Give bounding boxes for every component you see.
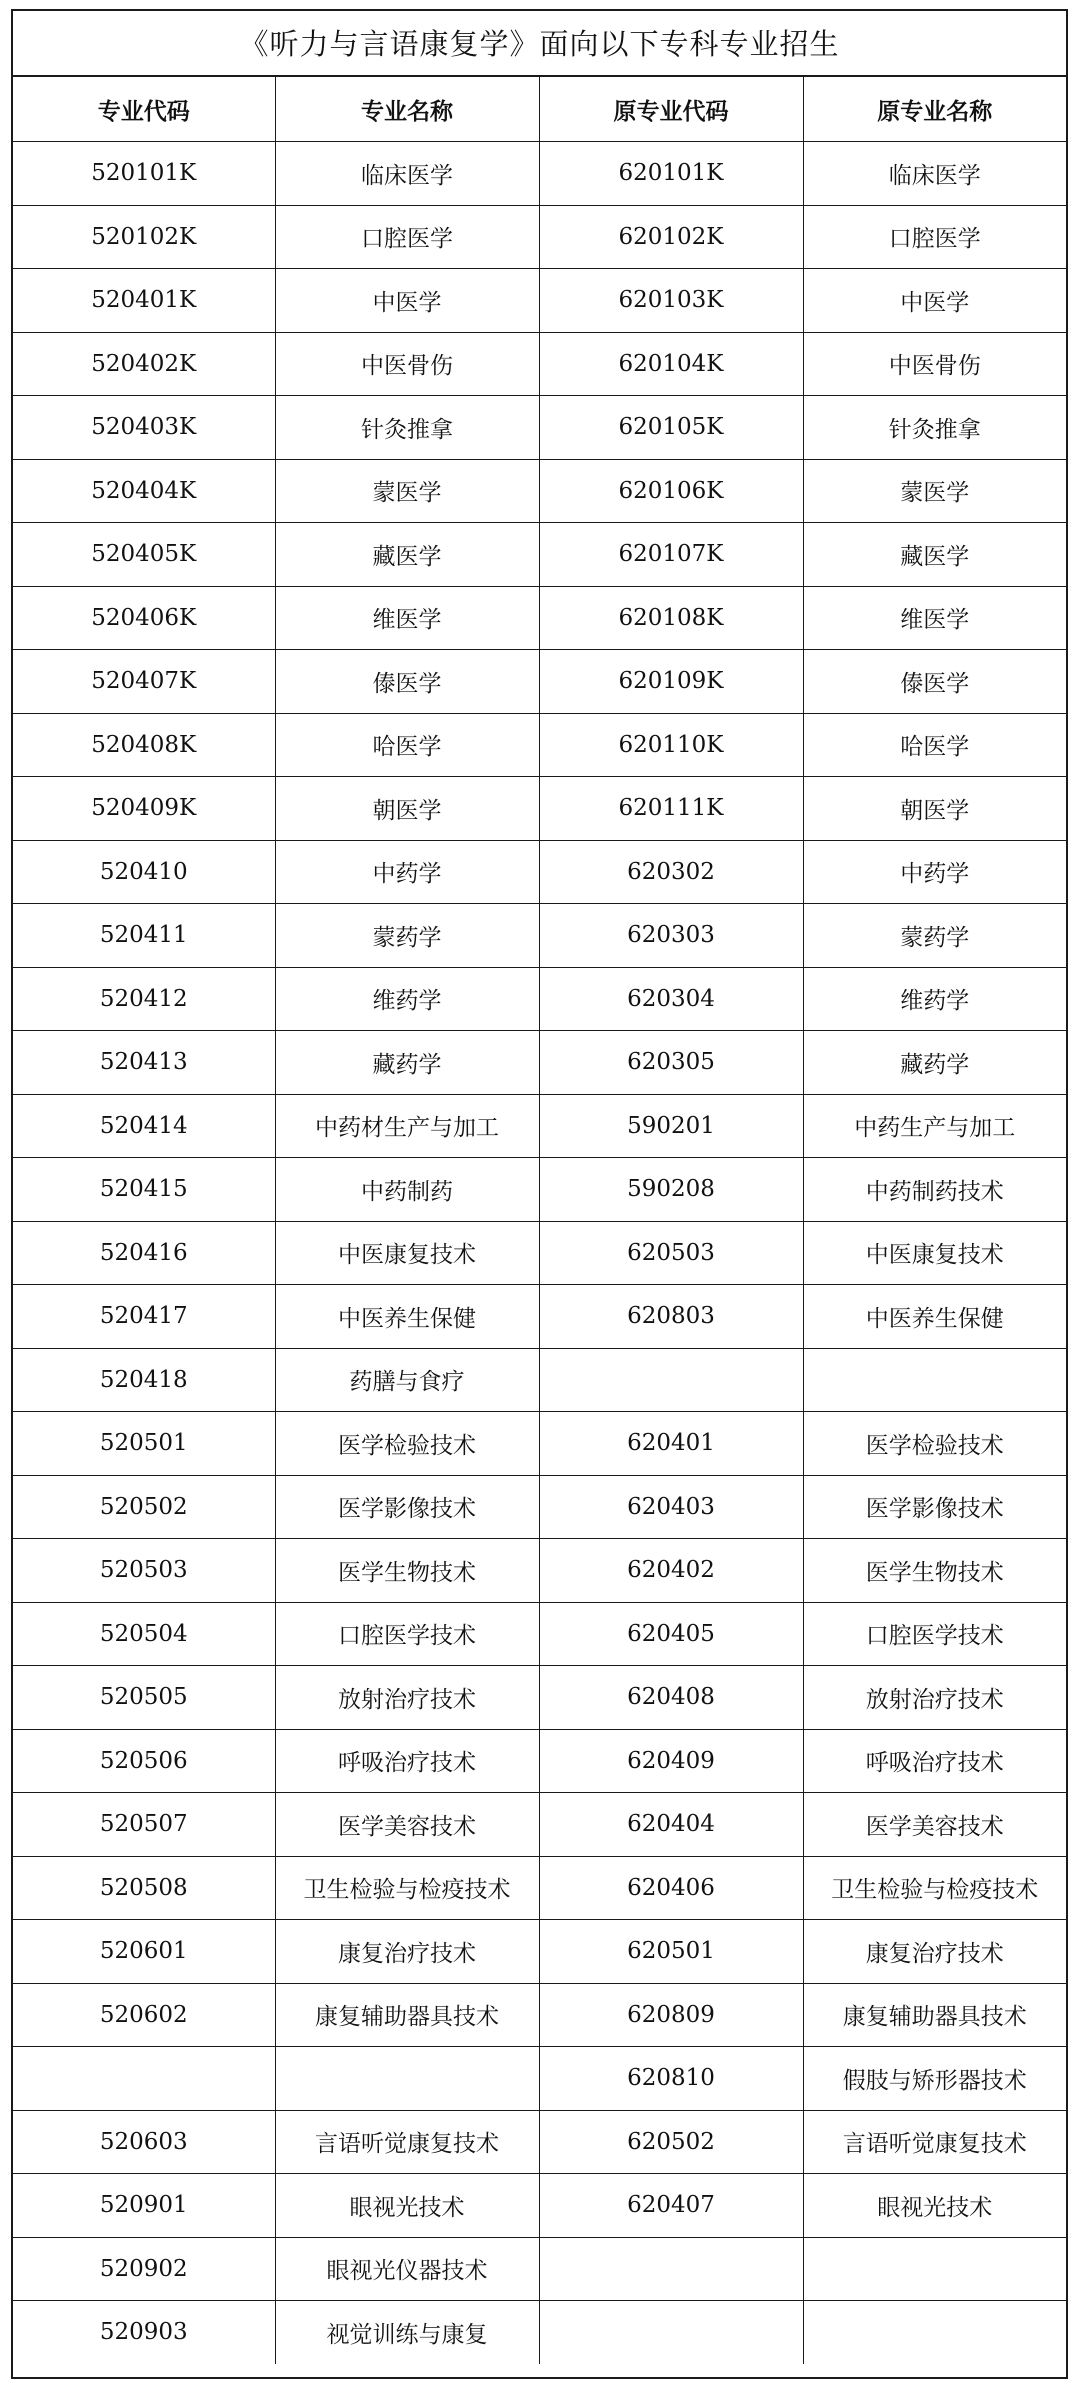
major-code-cell: 520505	[13, 1666, 275, 1730]
major-code-cell: 520418	[13, 1348, 275, 1412]
table-row	[13, 2174, 1066, 2238]
major-name-cell: 眼视光仪器技术	[275, 2237, 539, 2301]
major-name-cell: 医学影像技术	[275, 1475, 539, 1539]
table-row	[13, 459, 1066, 523]
table-row	[13, 1666, 1066, 1730]
original-major-code-cell: 620108K	[539, 586, 803, 650]
original-major-name-cell: 康复治疗技术	[803, 1920, 1066, 1984]
table-row	[13, 1983, 1066, 2047]
original-major-code-cell: 620103K	[539, 269, 803, 333]
original-major-code-cell: 620101K	[539, 142, 803, 206]
original-major-name-cell: 蒙医学	[803, 459, 1066, 523]
original-major-code-cell: 620110K	[539, 713, 803, 777]
table-row	[13, 205, 1066, 269]
original-major-name-cell: 医学生物技术	[803, 1539, 1066, 1603]
original-major-code-cell: 620409	[539, 1729, 803, 1793]
major-name-cell: 维医学	[275, 586, 539, 650]
table-row	[13, 1348, 1066, 1412]
major-name-cell: 康复辅助器具技术	[275, 1983, 539, 2047]
table-row	[13, 1094, 1066, 1158]
original-major-name-cell: 医学美容技术	[803, 1793, 1066, 1857]
original-major-name-cell	[803, 2237, 1066, 2301]
table-row	[13, 1729, 1066, 1793]
major-code-cell: 520403K	[13, 396, 275, 460]
major-code-cell: 520503	[13, 1539, 275, 1603]
original-major-code-cell: 620304	[539, 967, 803, 1031]
major-code-cell: 520401K	[13, 269, 275, 333]
major-name-cell: 医学生物技术	[275, 1539, 539, 1603]
table-row	[13, 332, 1066, 396]
original-major-name-cell: 针灸推拿	[803, 396, 1066, 460]
table-body	[13, 142, 1066, 2364]
table-row	[13, 1920, 1066, 1984]
table-header-row	[13, 77, 1066, 142]
major-name-cell: 中药学	[275, 840, 539, 904]
major-code-cell: 520502	[13, 1475, 275, 1539]
original-major-name-cell: 中医康复技术	[803, 1221, 1066, 1285]
major-code-cell: 520412	[13, 967, 275, 1031]
original-major-name-cell: 蒙药学	[803, 904, 1066, 968]
original-major-name-cell: 中药制药技术	[803, 1158, 1066, 1222]
original-major-name-cell: 哈医学	[803, 713, 1066, 777]
major-code-cell: 520603	[13, 2110, 275, 2174]
major-name-cell: 放射治疗技术	[275, 1666, 539, 1730]
original-major-code-cell: 620104K	[539, 332, 803, 396]
table-row	[13, 2110, 1066, 2174]
major-code-cell: 520407K	[13, 650, 275, 714]
original-major-code-cell: 620503	[539, 1221, 803, 1285]
original-major-name-cell: 维药学	[803, 967, 1066, 1031]
table-row	[13, 713, 1066, 777]
original-major-code-cell: 620401	[539, 1412, 803, 1476]
original-major-code-cell: 620106K	[539, 459, 803, 523]
original-major-name-cell	[803, 2301, 1066, 2364]
table-row	[13, 1602, 1066, 1666]
major-name-cell: 卫生检验与检疫技术	[275, 1856, 539, 1920]
major-code-cell: 520602	[13, 1983, 275, 2047]
major-name-cell: 医学美容技术	[275, 1793, 539, 1857]
original-major-code-cell	[539, 2237, 803, 2301]
major-code-cell: 520415	[13, 1158, 275, 1222]
original-major-code-cell: 620809	[539, 1983, 803, 2047]
major-code-cell: 520903	[13, 2301, 275, 2364]
original-major-code-cell	[539, 1348, 803, 1412]
original-major-name-cell: 呼吸治疗技术	[803, 1729, 1066, 1793]
original-major-code-cell	[539, 2301, 803, 2364]
original-major-name-cell: 口腔医学	[803, 205, 1066, 269]
table-row	[13, 777, 1066, 841]
major-name-cell: 维药学	[275, 967, 539, 1031]
major-code-cell: 520417	[13, 1285, 275, 1349]
header-original-major-name: 原专业名称	[803, 77, 1066, 142]
major-name-cell: 药膳与食疗	[275, 1348, 539, 1412]
major-name-cell: 中药制药	[275, 1158, 539, 1222]
table-row	[13, 269, 1066, 333]
table-row	[13, 2301, 1066, 2364]
original-major-name-cell: 中医骨伤	[803, 332, 1066, 396]
header-original-major-code: 原专业代码	[539, 77, 803, 142]
original-major-name-cell: 眼视光技术	[803, 2174, 1066, 2238]
original-major-name-cell: 朝医学	[803, 777, 1066, 841]
major-name-cell	[275, 2047, 539, 2111]
major-code-cell: 520506	[13, 1729, 275, 1793]
original-major-name-cell: 卫生检验与检疫技术	[803, 1856, 1066, 1920]
major-code-cell: 520501	[13, 1412, 275, 1476]
document-title: 《听力与言语康复学》面向以下专科专业招生	[13, 11, 1066, 77]
major-name-cell: 朝医学	[275, 777, 539, 841]
major-code-cell: 520504	[13, 1602, 275, 1666]
original-major-code-cell: 620107K	[539, 523, 803, 587]
table-row	[13, 967, 1066, 1031]
major-name-cell: 中医康复技术	[275, 1221, 539, 1285]
original-major-code-cell: 590201	[539, 1094, 803, 1158]
original-major-name-cell: 藏药学	[803, 1031, 1066, 1095]
major-code-cell: 520413	[13, 1031, 275, 1095]
original-major-name-cell	[803, 1348, 1066, 1412]
original-major-name-cell: 维医学	[803, 586, 1066, 650]
original-major-name-cell: 医学影像技术	[803, 1475, 1066, 1539]
table-row	[13, 840, 1066, 904]
original-major-code-cell: 620303	[539, 904, 803, 968]
major-code-cell: 520406K	[13, 586, 275, 650]
major-name-cell: 口腔医学	[275, 205, 539, 269]
major-code-cell	[13, 2047, 275, 2111]
major-name-cell: 康复治疗技术	[275, 1920, 539, 1984]
table-row	[13, 650, 1066, 714]
major-name-cell: 眼视光技术	[275, 2174, 539, 2238]
original-major-name-cell: 假肢与矫形器技术	[803, 2047, 1066, 2111]
major-name-cell: 蒙药学	[275, 904, 539, 968]
original-major-code-cell: 620406	[539, 1856, 803, 1920]
original-major-code-cell: 620403	[539, 1475, 803, 1539]
major-name-cell: 哈医学	[275, 713, 539, 777]
original-major-code-cell: 620302	[539, 840, 803, 904]
table-row	[13, 1793, 1066, 1857]
original-major-code-cell: 620407	[539, 2174, 803, 2238]
major-name-cell: 口腔医学技术	[275, 1602, 539, 1666]
original-major-code-cell: 620111K	[539, 777, 803, 841]
table-row	[13, 1285, 1066, 1349]
major-code-cell: 520102K	[13, 205, 275, 269]
original-major-name-cell: 藏医学	[803, 523, 1066, 587]
original-major-code-cell: 620803	[539, 1285, 803, 1349]
table-row	[13, 396, 1066, 460]
table-row	[13, 2237, 1066, 2301]
major-table-document	[11, 9, 1068, 2379]
original-major-code-cell: 620109K	[539, 650, 803, 714]
original-major-code-cell: 620501	[539, 1920, 803, 1984]
original-major-code-cell: 620102K	[539, 205, 803, 269]
major-name-cell: 藏医学	[275, 523, 539, 587]
table-row	[13, 586, 1066, 650]
table-row	[13, 1856, 1066, 1920]
original-major-name-cell: 中医养生保健	[803, 1285, 1066, 1349]
table-row	[13, 904, 1066, 968]
original-major-name-cell: 医学检验技术	[803, 1412, 1066, 1476]
original-major-name-cell: 傣医学	[803, 650, 1066, 714]
major-code-cell: 520408K	[13, 713, 275, 777]
table-row	[13, 1412, 1066, 1476]
original-major-code-cell: 620402	[539, 1539, 803, 1603]
original-major-code-cell: 620405	[539, 1602, 803, 1666]
major-name-cell: 临床医学	[275, 142, 539, 206]
major-code-cell: 520410	[13, 840, 275, 904]
major-code-cell: 520409K	[13, 777, 275, 841]
header-major-code: 专业代码	[13, 77, 275, 142]
major-code-cell: 520411	[13, 904, 275, 968]
major-name-cell: 医学检验技术	[275, 1412, 539, 1476]
major-name-cell: 中医学	[275, 269, 539, 333]
table-row	[13, 523, 1066, 587]
major-code-cell: 520404K	[13, 459, 275, 523]
major-name-cell: 中医养生保健	[275, 1285, 539, 1349]
major-name-cell: 中医骨伤	[275, 332, 539, 396]
original-major-code-cell: 620305	[539, 1031, 803, 1095]
original-major-code-cell: 620502	[539, 2110, 803, 2174]
table-row	[13, 2047, 1066, 2111]
major-code-cell: 520405K	[13, 523, 275, 587]
header-major-name: 专业名称	[275, 77, 539, 142]
table-row	[13, 1158, 1066, 1222]
original-major-name-cell: 临床医学	[803, 142, 1066, 206]
table-row	[13, 1221, 1066, 1285]
major-code-cell: 520414	[13, 1094, 275, 1158]
original-major-code-cell: 620404	[539, 1793, 803, 1857]
original-major-name-cell: 放射治疗技术	[803, 1666, 1066, 1730]
table-row	[13, 1475, 1066, 1539]
major-name-cell: 傣医学	[275, 650, 539, 714]
major-name-cell: 藏药学	[275, 1031, 539, 1095]
original-major-name-cell: 中医学	[803, 269, 1066, 333]
major-code-cell: 520901	[13, 2174, 275, 2238]
major-name-cell: 蒙医学	[275, 459, 539, 523]
major-code-cell: 520507	[13, 1793, 275, 1857]
table-row	[13, 1031, 1066, 1095]
original-major-code-cell: 620408	[539, 1666, 803, 1730]
major-code-cell: 520416	[13, 1221, 275, 1285]
major-mapping-table	[13, 77, 1066, 2364]
major-name-cell: 视觉训练与康复	[275, 2301, 539, 2364]
original-major-code-cell: 590208	[539, 1158, 803, 1222]
original-major-code-cell: 620810	[539, 2047, 803, 2111]
original-major-name-cell: 中药学	[803, 840, 1066, 904]
major-name-cell: 针灸推拿	[275, 396, 539, 460]
major-code-cell: 520601	[13, 1920, 275, 1984]
major-code-cell: 520101K	[13, 142, 275, 206]
original-major-name-cell: 中药生产与加工	[803, 1094, 1066, 1158]
original-major-name-cell: 言语听觉康复技术	[803, 2110, 1066, 2174]
major-name-cell: 言语听觉康复技术	[275, 2110, 539, 2174]
table-row	[13, 142, 1066, 206]
original-major-name-cell: 康复辅助器具技术	[803, 1983, 1066, 2047]
table-row	[13, 1539, 1066, 1603]
major-code-cell: 520508	[13, 1856, 275, 1920]
original-major-name-cell: 口腔医学技术	[803, 1602, 1066, 1666]
major-code-cell: 520902	[13, 2237, 275, 2301]
original-major-code-cell: 620105K	[539, 396, 803, 460]
major-name-cell: 呼吸治疗技术	[275, 1729, 539, 1793]
major-code-cell: 520402K	[13, 332, 275, 396]
major-name-cell: 中药材生产与加工	[275, 1094, 539, 1158]
